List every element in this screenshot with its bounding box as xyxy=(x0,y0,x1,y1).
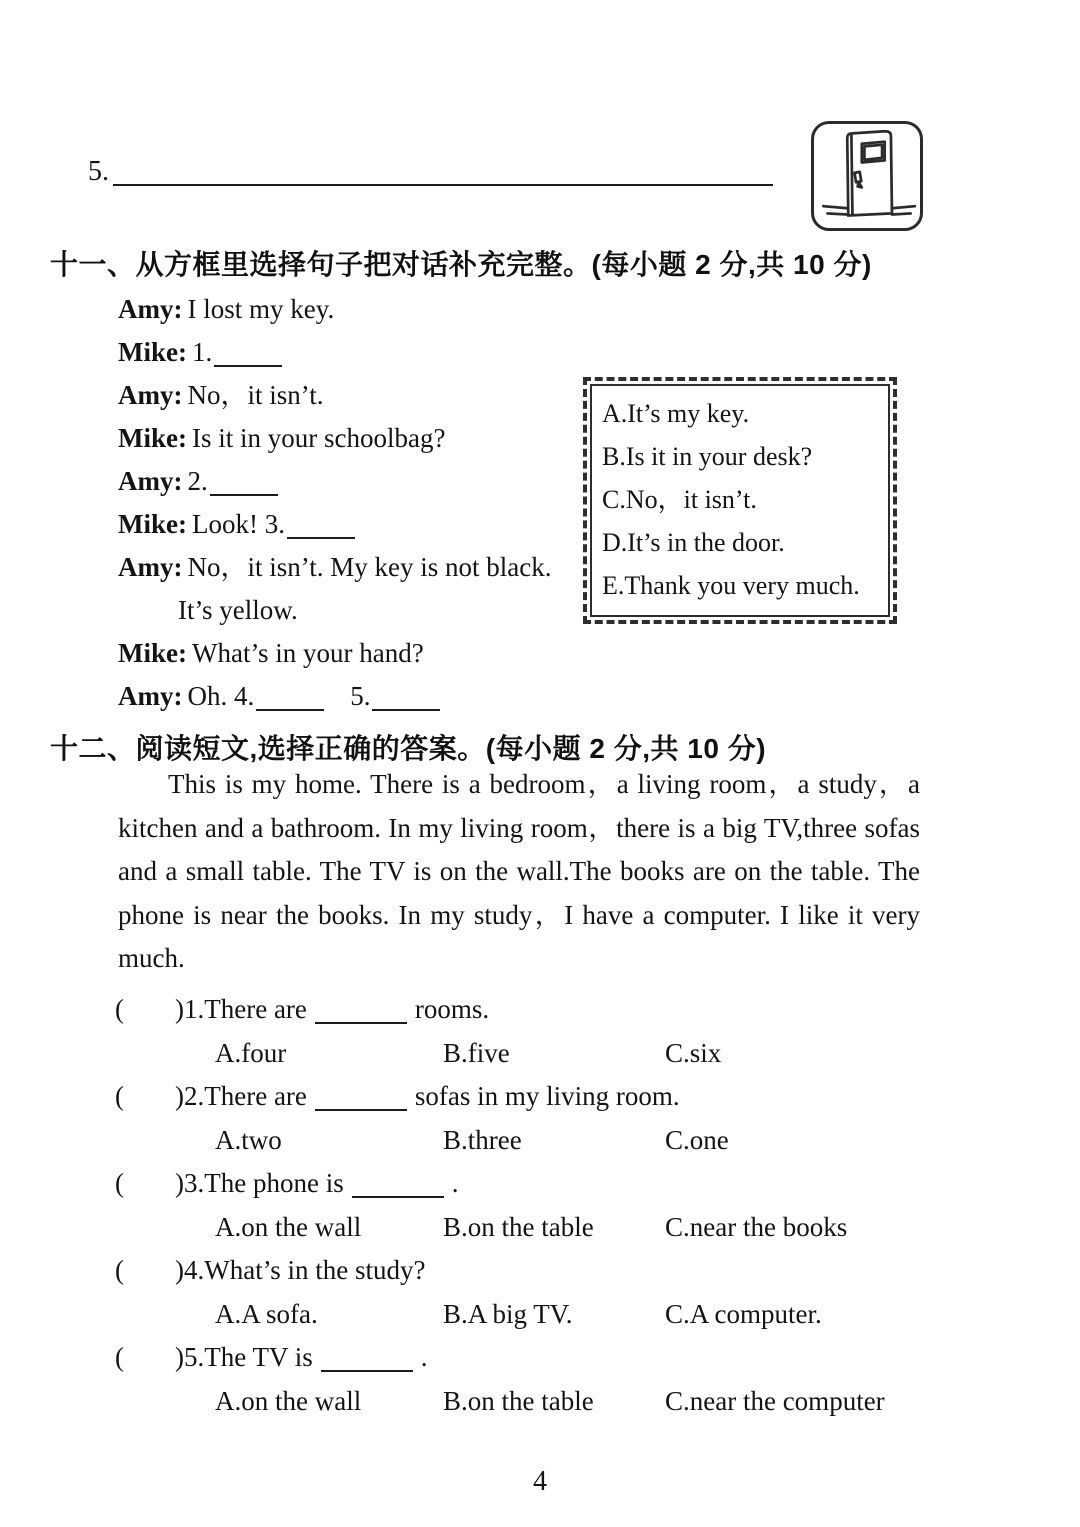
dialogue-block xyxy=(118,288,551,718)
choice-c: C.six xyxy=(665,1037,722,1068)
dialogue-text: What’s in your hand? xyxy=(191,638,424,668)
choice-b: B.three xyxy=(443,1124,522,1155)
reading-passage: This is my home. There is a bedroom，a living room，a study，a kitchen and a bathroom. In my living room，there is a big TV,three sofas and a small table. The TV is on the wall.The books are on the table. The phone is near the books. In my study，I have a computer. I like it very much. xyxy=(118,769,920,973)
question-2-stem xyxy=(115,1075,975,1119)
page-number: 4 xyxy=(533,1466,547,1497)
question-text: )2.There are xyxy=(175,1081,307,1111)
dialogue-line xyxy=(118,331,551,374)
dialogue-text: It’s yellow. xyxy=(178,595,298,625)
choice-c: C.one xyxy=(665,1124,729,1155)
option-a: A.It’s my key. xyxy=(602,399,750,428)
question-blank xyxy=(321,1362,413,1372)
answer-blank-1 xyxy=(214,357,282,367)
question-text-after: sofas in my living room. xyxy=(414,1081,680,1111)
dialogue-line-continuation xyxy=(178,589,551,632)
question-3-options xyxy=(115,1206,975,1250)
choice-a: A.four xyxy=(215,1037,287,1068)
question-text: )4.What’s in the study? xyxy=(175,1255,426,1285)
dialogue-text: 5. xyxy=(350,681,371,711)
choice-a: A.A sofa. xyxy=(215,1298,318,1329)
question-blank xyxy=(315,1014,407,1024)
choice-a: A.on the wall xyxy=(215,1385,362,1416)
question-blank xyxy=(352,1188,444,1198)
answer-bracket: ( xyxy=(115,994,124,1024)
door-picture-frame xyxy=(811,121,923,231)
dialogue-line xyxy=(118,374,551,417)
door-icon xyxy=(814,124,920,228)
choice-c: C.near the computer xyxy=(665,1385,885,1416)
speaker-name: Mike: xyxy=(118,509,187,539)
question-5-stem xyxy=(115,1336,975,1380)
question-text-after: . xyxy=(451,1168,459,1198)
choice-c: C.A computer. xyxy=(665,1298,822,1329)
speaker-name: Amy: xyxy=(118,294,183,324)
option-d: D.It’s in the door. xyxy=(602,528,785,557)
dialogue-line xyxy=(118,417,551,460)
answer-blank-4 xyxy=(256,701,324,711)
speaker-name: Mike: xyxy=(118,337,187,367)
question-text: )1.There are xyxy=(175,994,307,1024)
speaker-name: Amy: xyxy=(118,466,183,496)
dialogue-line xyxy=(118,288,551,331)
writing-blank-line xyxy=(113,176,773,186)
question-1-stem xyxy=(115,988,975,1032)
speaker-name: Mike: xyxy=(118,638,187,668)
dialogue-line xyxy=(118,546,551,589)
answer-bracket: ( xyxy=(115,1342,124,1372)
choice-a: A.two xyxy=(215,1124,282,1155)
choice-b: B.five xyxy=(443,1037,510,1068)
dialogue-text: Look! 3. xyxy=(191,509,285,539)
speaker-name: Mike: xyxy=(118,423,187,453)
questions-block xyxy=(115,988,975,1423)
question-text: )5.The TV is xyxy=(175,1342,313,1372)
answer-blank-3 xyxy=(287,529,355,539)
question-3-stem xyxy=(115,1162,975,1206)
question-1-options xyxy=(115,1032,975,1076)
dialogue-text: Oh. 4. xyxy=(187,681,255,711)
dialogue-line xyxy=(118,503,551,546)
answer-bracket: ( xyxy=(115,1081,124,1111)
dialogue-text: Is it in your schoolbag? xyxy=(191,423,446,453)
choice-b: B.on the table xyxy=(443,1385,594,1416)
dialogue-text: No，it isn’t. My key is not black. xyxy=(187,552,552,582)
dialogue-line xyxy=(118,460,551,503)
answer-blank-2 xyxy=(210,486,278,496)
choice-b: B.on the table xyxy=(443,1211,594,1242)
answer-bracket: ( xyxy=(115,1255,124,1285)
option-c: C.No，it isn’t. xyxy=(602,485,757,514)
speaker-name: Amy: xyxy=(118,380,183,410)
question-4-stem xyxy=(115,1249,975,1293)
section-11-title: 十一、从方框里选择句子把对话补充完整。(每小题 2 分,共 10 分) xyxy=(50,249,872,280)
sentence-options-inner xyxy=(590,384,890,617)
choice-c: C.near the books xyxy=(665,1211,848,1242)
choice-a: A.on the wall xyxy=(215,1211,362,1242)
item-number: 5. xyxy=(88,156,109,187)
dialogue-text: 1. xyxy=(191,337,213,367)
question-text: )3.The phone is xyxy=(175,1168,344,1198)
question-text-after: rooms. xyxy=(414,994,490,1024)
sentence-options-box xyxy=(583,377,897,624)
question-text-after: . xyxy=(420,1342,428,1372)
option-e: E.Thank you very much. xyxy=(602,571,860,600)
option-b: B.Is it in your desk? xyxy=(602,442,813,471)
writing-item-5 xyxy=(88,156,773,188)
answer-bracket: ( xyxy=(115,1168,124,1198)
dialogue-line xyxy=(118,632,551,675)
speaker-name: Amy: xyxy=(118,552,183,582)
question-5-options xyxy=(115,1380,975,1424)
question-2-options xyxy=(115,1119,975,1163)
speaker-name: Amy: xyxy=(118,681,183,711)
answer-blank-5 xyxy=(372,701,440,711)
dialogue-line xyxy=(118,675,551,718)
question-4-options xyxy=(115,1293,975,1337)
section-12-title: 十二、阅读短文,选择正确的答案。(每小题 2 分,共 10 分) xyxy=(50,733,767,764)
question-blank xyxy=(315,1101,407,1111)
choice-b: B.A big TV. xyxy=(443,1298,573,1329)
dialogue-text: 2. xyxy=(187,466,208,496)
dialogue-text: No，it isn’t. xyxy=(187,380,324,410)
dialogue-text: I lost my key. xyxy=(187,294,335,324)
